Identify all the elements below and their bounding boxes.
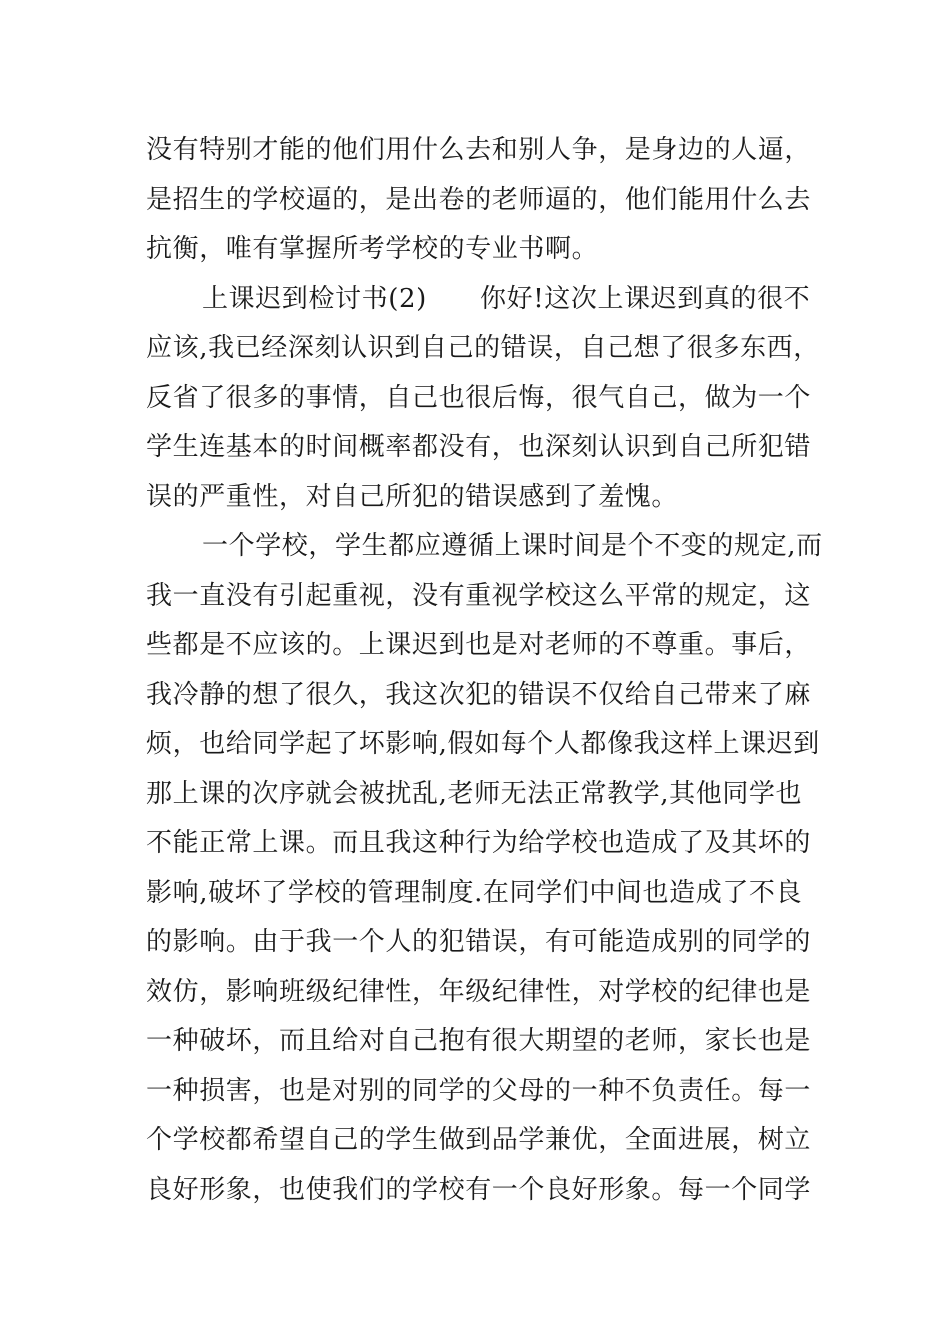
text-line: 不能正常上课。而且我这种行为给学校也造成了及其坏的 [146,828,812,858]
text-line: 误的严重性，对自己所犯的错误感到了羞愧。 [146,481,679,512]
text-line: 那上课的次序就会被扰乱,老师无法正常教学,其他同学也 [146,778,803,809]
text-line: 没有特别才能的他们用什么去和别人争，是身边的人逼， [146,135,812,165]
text-line: 烦，也给同学起了坏影响,假如每个人都像我这样上课迟到 [146,729,820,759]
text-line-indented: 一个学校，学生都应遵循上课时间是个不变的规定,而 [202,531,823,561]
text-line: 影响,破坏了学校的管理制度.在同学们中间也造成了不良 [146,877,803,908]
document-body [146,126,823,1215]
text-line: 应该,我已经深刻认识到自己的错误，自己想了很多东西， [146,333,820,363]
text-line-indented: 上课迟到检讨书(2) 你好!这次上课迟到真的很不 [202,283,811,314]
text-line: 些都是不应该的。上课迟到也是对老师的不尊重。事后， [146,630,812,660]
text-line: 是招生的学校逼的，是出卷的老师逼的，他们能用什么去 [146,184,812,215]
text-line: 一种损害，也是对别的同学的父母的一种不负责任。每一 [146,1075,812,1106]
text-line: 反省了很多的事情，自己也很后悔，很气自己，做为一个 [146,382,812,413]
text-line: 我一直没有引起重视，没有重视学校这么平常的规定，这 [146,580,812,611]
text-line: 我冷静的想了很久，我这次犯的错误不仅给自己带来了麻 [146,679,812,710]
text-line: 学生连基本的时间概率都没有，也深刻认识到自己所犯错 [146,432,812,462]
text-line: 效仿，影响班级纪律性，年级纪律性，对学校的纪律也是 [146,976,812,1007]
text-line: 良好形象，也使我们的学校有一个良好形象。每一个同学 [146,1174,812,1205]
text-line: 抗衡，唯有掌握所考学校的专业书啊。 [146,234,599,264]
text-line: 的影响。由于我一个人的犯错误，有可能造成别的同学的 [146,927,812,957]
text-line: 一种破坏，而且给对自己抱有很大期望的老师，家长也是 [146,1026,812,1056]
text-line: 个学校都希望自己的学生做到品学兼优，全面进展，树立 [146,1125,812,1155]
